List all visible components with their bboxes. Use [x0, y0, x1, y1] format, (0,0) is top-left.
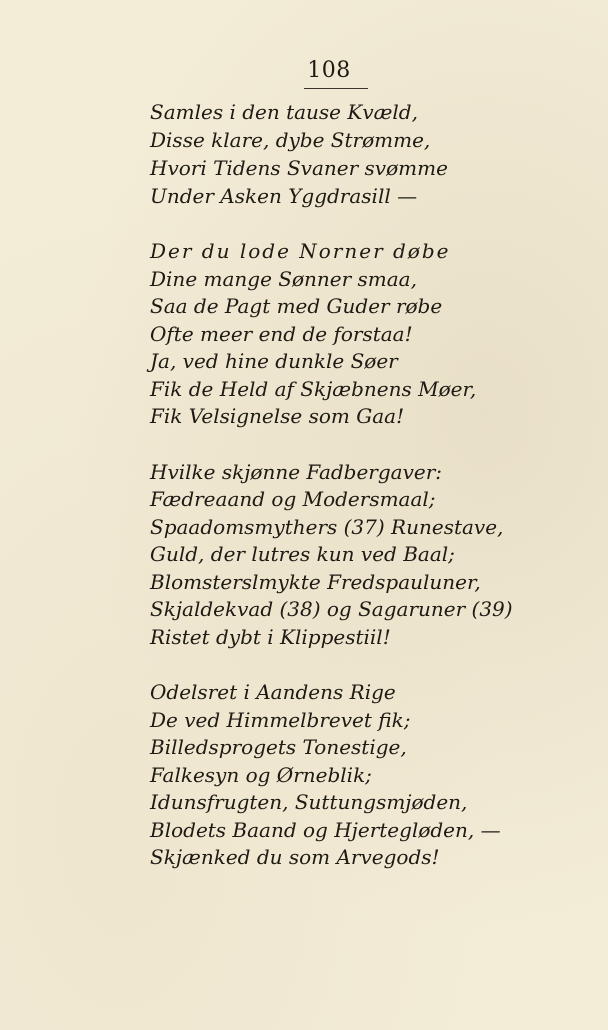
poem-line: Ja, ved hine dunkle Søer: [150, 349, 398, 373]
header-rule: [304, 88, 368, 89]
poem-line: Spaadomsmythers (37) Runestave,: [150, 514, 504, 539]
stanza-2: [150, 238, 590, 431]
poem-line: Hvori Tidens Svaner svømme: [150, 156, 448, 180]
poem-line: Dine mange Sønner smaa,: [150, 266, 417, 291]
poem-line: Blomsterslmykte Fredspauluner,: [150, 569, 481, 594]
stanza-1: [150, 98, 590, 210]
poem-line: Under Asken Yggdrasill —: [150, 184, 418, 208]
stanza-3: [150, 459, 590, 652]
poem-line: Samles i den tause Kvæld,: [150, 100, 418, 124]
poem-line: Guld, der lutres kun ved Baal;: [150, 542, 455, 566]
poem-line: Billedsprogets Tonestige,: [150, 735, 407, 759]
poem-line: Fik Velsignelse som Gaa!: [150, 404, 405, 428]
poem-line: De ved Himmelbrevet fik;: [150, 707, 411, 732]
poem-line: Ristet dybt i Klippestiil!: [150, 624, 391, 649]
poem-line: Blodets Baand og Hjertegløden, —: [150, 817, 501, 842]
poem-line: Odelsret i Aandens Rige: [150, 680, 396, 704]
poem-line: Hvilke skjønne Fadbergaver:: [150, 459, 443, 484]
poem-line: Der du lode Norner døbe: [150, 239, 451, 263]
poem-line: Falkesyn og Ørneblik;: [150, 762, 372, 787]
poem-line: Saa de Pagt med Guder røbe: [150, 294, 443, 318]
poem-line: Idunsfrugten, Suttungsmjøden,: [150, 790, 468, 814]
poem-line: Disse klare, dybe Strømme,: [150, 128, 431, 152]
poem-line: Fik de Held af Skjæbnens Møer,: [150, 376, 477, 401]
poem-line: Ofte meer end de forstaa!: [150, 321, 413, 346]
stanza-4: [150, 679, 590, 872]
poem-line: Skjaldekvad (38) og Sagaruner (39): [150, 597, 513, 621]
poem: [150, 98, 590, 900]
poem-line: Skjænked du som Arvegods!: [150, 845, 440, 869]
poem-line: Fædreaand og Modersmaal;: [150, 487, 436, 511]
page-number: 108: [307, 58, 351, 83]
